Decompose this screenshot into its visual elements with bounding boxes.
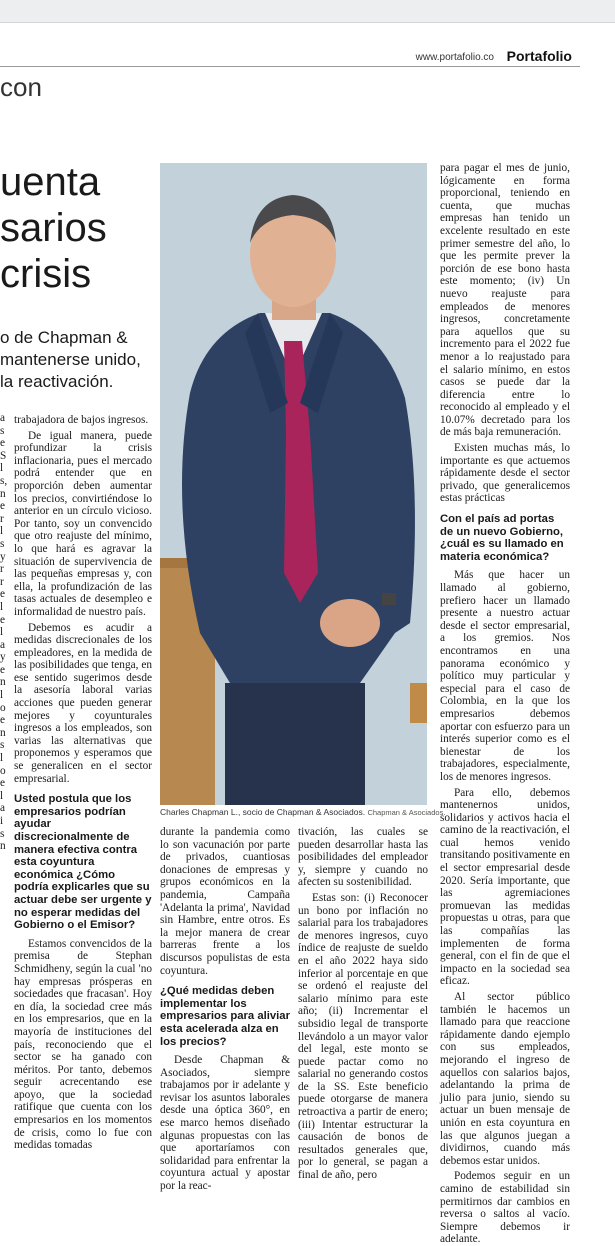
headline-line-2: sarios [0,206,107,250]
browser-top-band [0,0,615,23]
website-url: www.portafolio.co [415,52,494,63]
paragraph: Estamos convencidos de la premisa de Stephan Schmidheny, según la cual 'no hay empresas prósperas en sociedades que fracasan'. Hoy en día, la sociedad cree más en los empresarios, que en la mayoría de instituciones del país, reconociendo que el sector se ha ganado con méritos. Por tanto, debemos seguir acrecentando ese apoyo, que la sociedad ratifique que cuenta con los empresarios en los momentos de crisis, como lo fue con medidas tomadas [14,937,152,1152]
headline-line-3: crisis [0,252,92,296]
article-column-3 [298,826,428,1194]
portrait-illustration [160,163,427,805]
article-column-2 [160,826,290,1194]
headline-line-1: uenta [0,160,101,204]
article-column-4 [440,162,570,1246]
paragraph: Más que hacer un llamado al gobierno, prefiero hacer un llamado presente a nuestro actuar desde el sector empresarial, a los gremios. Nos encontramos en una panorama económico y político muy particular y especial para el caso de Colombia, en la que los empresarios debemos aportar con esfuerzo para un interés superior como es el bienestar de los trabajadores, especialmente, los de menores ingresos. [440,569,570,783]
photo-credit: Chapman & Asociados. [367,808,446,817]
section-fragment: con [0,72,42,102]
paragraph: De igual manera, puede profundizar la crisis inflacionaria, pues el mercado podrá entender que en proporción deben aumentar los precios, convirtiéndose lo anterior en un círculo vicioso. Por tanto, soy un convencido que otro reajuste del mínimo, lo que hará es agravar la situación de supervivencia de las pequeñas empresas y, con ella, la profundización de las tasas actuales de desempleo e informalidad de nuestro país. [14,429,152,618]
paragraph: trabajadora de bajos ingresos. [14,414,149,426]
cropped-column-edge: a s e S l s, n e r l s y r r e l e l a y e n l o e n s l o e l a i s n [0,412,8,853]
paragraph: Para ello, debemos mantenernos unidos, solidarios y activos hacia el camino de la reactivación, el cual hemos venido transitando positivamente en el sector empresarial desde 2020. Sería importante, que las agremiaciones promuevan las medidas propuestas u otras, para que las compañías las implementen de forma general, con el fin de que el impacto en la sociedad sea eficaz. [440,786,570,988]
article-column-1 [14,414,152,1194]
interview-question-1: Usted postula que los empresarios podrían ayudar discrecionalmente de manera efectiva contra esta coyuntura económica ¿Cómo podría explicarles que su actuar debe ser urgente y no esperar medidas del Gobierno o el Emisor? [14,793,152,932]
paragraph: Debemos es acudir a medidas discrecionales de los empleadores, en la medida de las posibilidades que tenga, en ese sentido sugerimos desde la asesoría laboral varias acciones que pueden generar mejores y coyunturales ingresos a los empleados, son varias las alternativas que proponemos y esperamos que se generalicen en el sector empresarial. [14,621,152,785]
photo-caption [160,807,446,817]
deck-line-1: o de Chapman & [0,328,128,347]
interview-question-3: Con el país ad portas de un nuevo Gobierno, ¿cuál es su llamado en materia económica? [440,513,564,563]
portrait-photo [160,163,427,805]
interview-question-2: ¿Qué medidas deben implementar los empresarios para aliviar esta acelerada alza en los precios? [160,985,290,1048]
paragraph: durante la pandemia como lo son vacunación por parte de privados, cuantiosas donaciones de empresas y grupos económicos en la pandemia, Campaña 'Adelanta la prima', Navidad sin Hambre, entre otros. Es la mejor manera de crear barreras frente a los discursos populistas de esta coyuntura. [160,826,290,977]
paragraph: Al sector público también le hacemos un llamado para que reaccione rápidamente dando ejemplo con sus empleados, mejorando el ingreso de aquellos con salarios bajos, adelantando la prima de julio para junio, siendo su actuar un buen mensaje de unión en esta coyuntura en las que algunos juegan a dividirnos, cuando más debemos estar unidos. [440,991,570,1167]
paragraph: Existen muchas más, lo importante es que actuemos rápidamente desde el sector privado, que generalicemos estas prácticas [440,442,570,505]
paragraph: Desde Chapman & Asociados, siempre trabajamos por ir adelante y revisar los asuntos laborales desde una óptica 360°, en ese marco hemos diseñado algunas propuestas con las que aportaríamos con solidaridad para enfrentar la coyuntura actual y apostar por la reac- [160,1054,290,1193]
deck-line-3: la reactivación. [0,372,114,391]
brand-logo-text: Portafolio [506,48,572,64]
caption-text: Charles Chapman L., socio de Chapman & Asociados. [160,807,366,817]
paragraph: Podemos seguir en un camino de estabilidad sin permitirnos dar cambios en reversa o saltos al vacío. Siempre debemos ir adelante. [440,1170,570,1246]
paragraph: tivación, las cuales se pueden desarrollar hasta las posibilidades del empleador y, siempre y cuando no afecten su sostenibilidad. [298,826,428,889]
page-header [0,44,580,66]
deck-line-2: mantenerse unido, [0,350,141,369]
paragraph: para pagar el mes de junio, lógicamente en forma proporcional, teniendo en cuenta, que muchas empresas han tenido un excelente resultado en este primer semestre del año, lo que les permite prever la porción de ese bono hasta este momento; (iv) Un nuevo reajuste para empleados de menores ingresos, concretamente para aquellos que su incremento para el 2022 fue menor a lo reajustado para el salario mínimo, en estos casos se puede dar la diferencia entre lo reconocido al empleado y el 10.07% decretado para los de más baja remuneración. [440,162,570,439]
paragraph: Estas son: (i) Reconocer un bono por inflación no salarial para los trabajadores de menores ingresos, cuyo índice de reajuste de sueldo en el año 2022 haya sido inferior al porcentaje en que se ordenó el reajuste del salario mínimo para este año; (ii) Incrementar el subsidio legal de transporte llevándolo a un mayor valor del legal, este monto se puede pactar como no salarial no generando costos de la SS. Este beneficio puede otorgarse de manera retroactiva a partir de enero; (iii) Intentar estructurar la causación de bonos de resultados generales que, por lo general, se pagan a final de año, pero [298,891,428,1182]
header-rule [0,66,580,67]
